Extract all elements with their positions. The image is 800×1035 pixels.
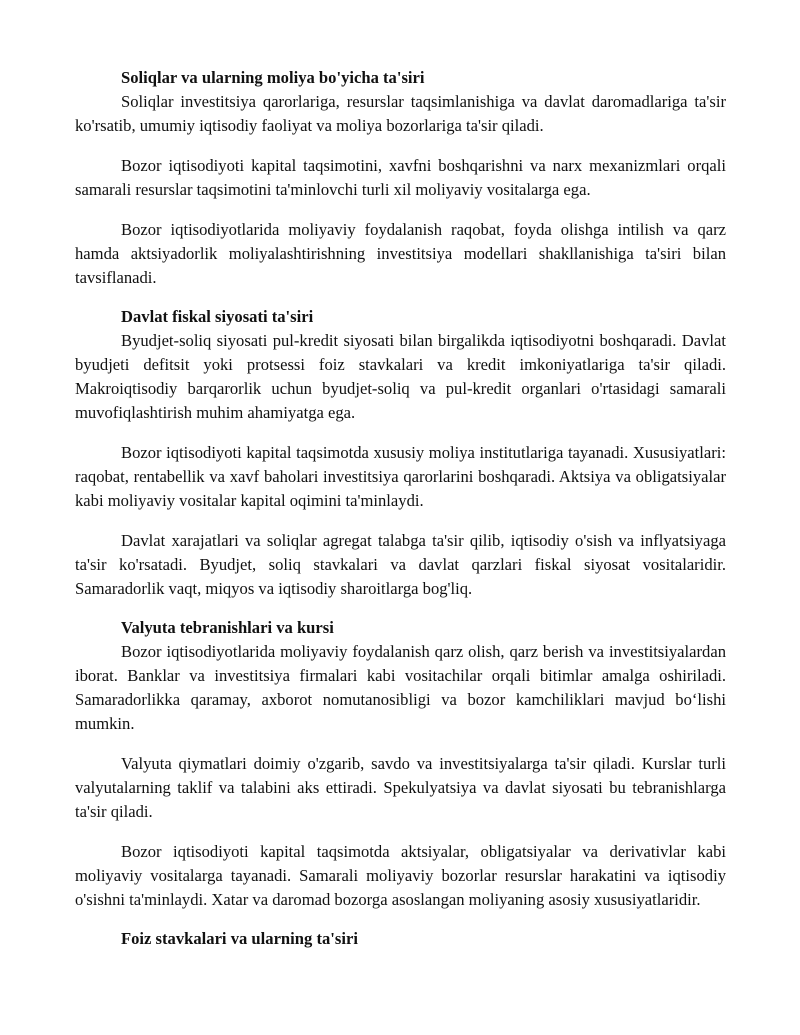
paragraph: Bozor iqtisodiyoti kapital taqsimotda xususiy moliya institutlariga tayanadi. Xususiyatlari: raqobat, rentabellik va xavf baholari investitsiya qarorlarini boshqaradi. Aktsiya va obligatsiyalar kabi moliyaviy vositalar kapital oqimini ta'minlaydi. — [75, 443, 726, 510]
section-heading: Soliqlar va ularning moliya bo'yicha ta'siri — [121, 68, 425, 87]
paragraph: Soliqlar investitsiya qarorlariga, resurslar taqsimlanishiga va davlat daromadlariga ta'sir ko'rsatib, umumiy iqtisodiy faoliyat va moliya bozorlariga ta'sir qiladi. — [75, 92, 726, 135]
paragraph: Bozor iqtisodiyotlarida moliyaviy foydalanish raqobat, foyda olishga intilish va qarz hamda aktsiyadorlik moliyalashtirishning investitsiya modellari shakllanishiga ta'siri bilan tavsiflanadi. — [75, 220, 726, 287]
paragraph: Byudjet-soliq siyosati pul-kredit siyosati bilan birgalikda iqtisodiyotni boshqaradi. Davlat byudjeti defitsit yoki protsessi foiz stavkalari va kredit imkoniyatlariga ta'sir qiladi. Makroiqtisodiy barqarorlik uchun byudjet-soliq va pul-kredit organlari o'rtasidagi samarali muvofiqlashtirish muhim ahamiyatga ega. — [75, 331, 726, 422]
section-heading: Foiz stavkalari va ularning ta'siri — [121, 929, 358, 948]
paragraph: Bozor iqtisodiyotlarida moliyaviy foydalanish qarz olish, qarz berish va investitsiyalardan iborat. Banklar va investitsiya firmalari kabi vositachilar orqali bitimlar amalga oshiriladi. Samaradorlikka qaramay, axborot nomutanosibligi va bozor kamchiliklari mavjud bo‘lishi mumkin. — [75, 642, 726, 733]
paragraph: Davlat xarajatlari va soliqlar agregat talabga ta'sir qilib, iqtisodiy o'sish va inflyatsiyaga ta'sir ko'rsatadi. Byudjet, soliq stavkalari va davlat qarzlari fiskal siyosat vositalaridir. Samaradorlik vaqt, miqyos va iqtisodiy sharoitlarga bog'liq. — [75, 531, 726, 598]
paragraph: Valyuta qiymatlari doimiy o'zgarib, savdo va investitsiyalarga ta'sir qiladi. Kurslar turli valyutalarning taklif va talabini aks ettiradi. Spekulyatsiya va davlat siyosati bu tebranishlarga ta'sir qiladi. — [75, 754, 726, 821]
section-heading: Davlat fiskal siyosati ta'siri — [121, 307, 314, 326]
document-page — [75, 66, 726, 951]
paragraph: Bozor iqtisodiyoti kapital taqsimotini, xavfni boshqarishni va narx mexanizmlari orqali samarali resurslar taqsimotini ta'minlovchi turli xil moliyaviy vositalarga ega. — [75, 156, 726, 199]
section-heading: Valyuta tebranishlari va kursi — [121, 618, 334, 637]
paragraph: Bozor iqtisodiyoti kapital taqsimotda aktsiyalar, obligatsiyalar va derivativlar kabi moliyaviy vositalarga tayanadi. Samarali moliyaviy bozorlar resurslar harakatini va iqtisodiy o'sishni ta'minlaydi. Xatar va daromad bozorga asoslangan moliyaning asosiy xususiyatlaridir. — [75, 842, 726, 909]
